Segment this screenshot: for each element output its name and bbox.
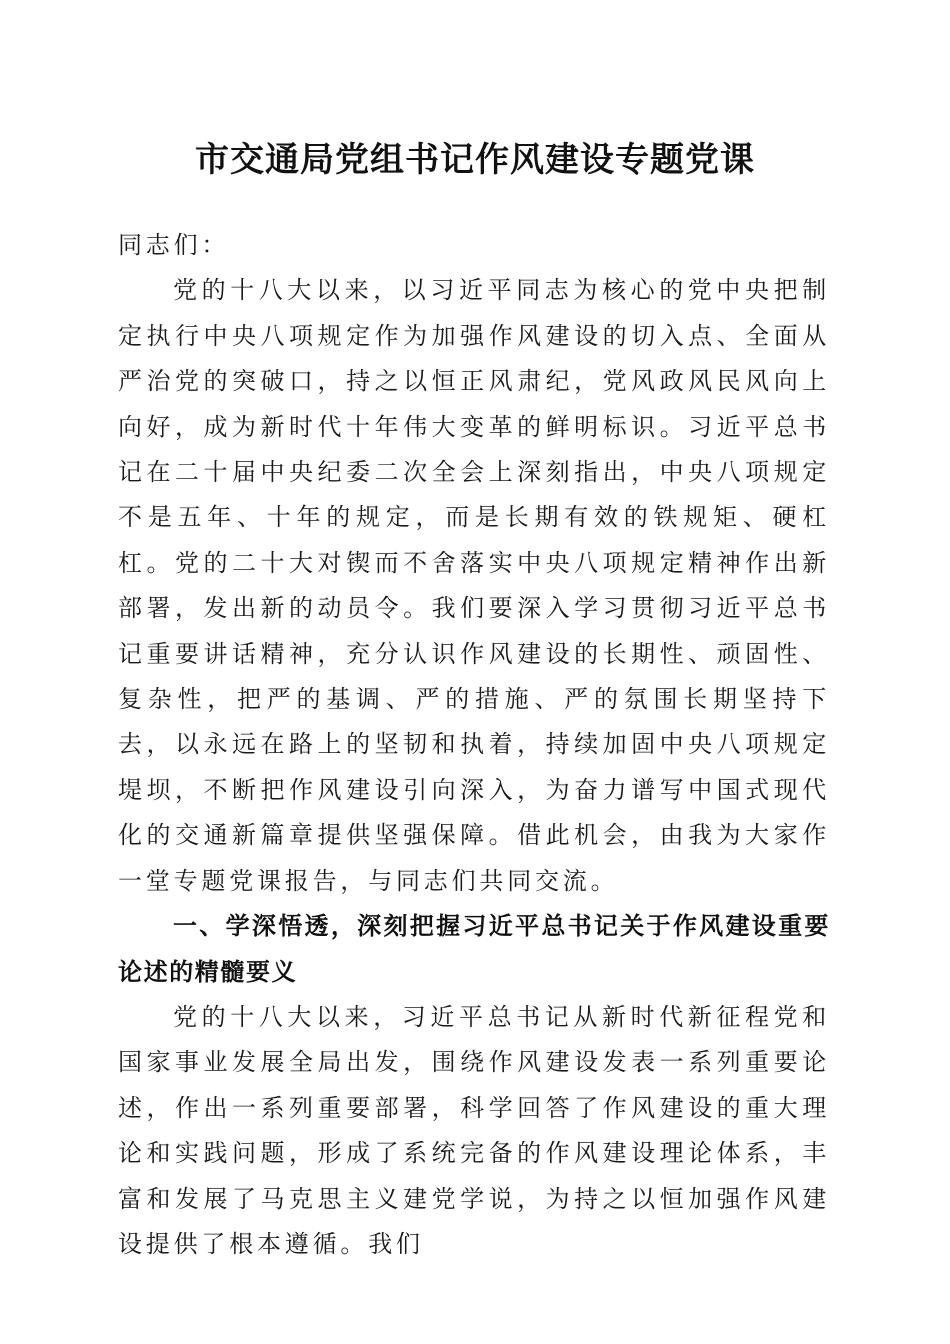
document-title: 市交通局党组书记作风建设专题党课 bbox=[195, 140, 755, 180]
document-body bbox=[118, 223, 830, 1267]
section-paragraph: 党的十八大以来，习近平总书记从新时代新征程党和国家事业发展全局出发，围绕作风建设发表一系列重要论述，作出一系列重要部署，科学回答了作风建设的重大理论和实践问题，形成了系统完备的作风建设理论体系，丰富和发展了马克思主义建党学说，为持之以恒加强作风建设提供了根本遵循。我们 bbox=[118, 1002, 830, 1258]
salutation: 同志们： bbox=[118, 231, 230, 259]
intro-paragraph: 党的十八大以来，以习近平同志为核心的党中央把制定执行中央八项规定作为加强作风建设的切入点、全面从严治党的突破口，持之以恒正风肃纪，党风政风民风向上向好，成为新时代十年伟大变革的鲜明标识。习近平总书记在二十届中央纪委二次全会上深刻指出，中央八项规定不是五年、十年的规定，而是长期有效的铁规矩、硬杠杠。党的二十大对锲而不舍落实中央八项规定精神作出新部署，发出新的动员令。我们要深入学习贯彻习近平总书记重要讲话精神，充分认识作风建设的长期性、顽固性、复杂性，把严的基调、严的措施、严的氛围长期坚持下去，以永远在路上的坚韧和执着，持续加固中央八项规定堤坝，不断把作风建设引向深入，为奋力谱写中国式现代化的交通新篇章提供坚强保障。借此机会，由我为大家作一堂专题党课报告，与同志们共同交流。 bbox=[118, 276, 830, 895]
section-heading: 一、学深悟透，深刻把握习近平总书记关于作风建设重要论述的精髓要义 bbox=[118, 912, 830, 986]
